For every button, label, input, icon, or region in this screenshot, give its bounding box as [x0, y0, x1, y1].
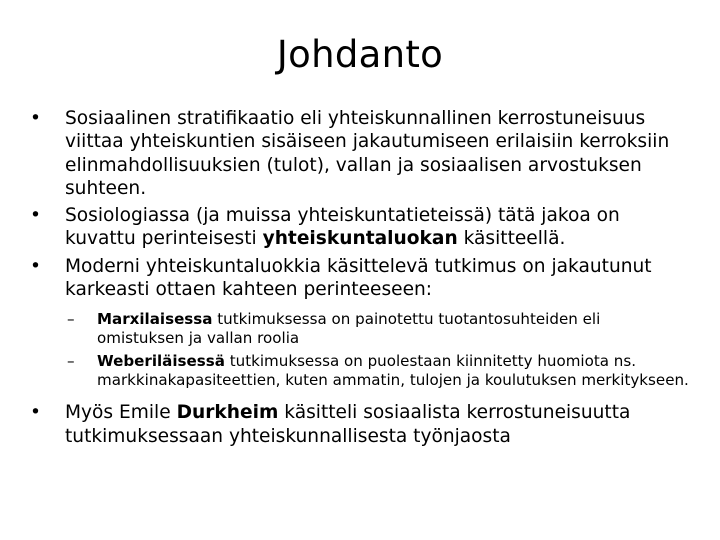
- bullet-text: Sosiologiassa (ja muissa yhteiskuntatieteissä) tätä jakoa on kuvattu perinteisesti: [65, 205, 620, 250]
- bullet-bold-term: Durkheim: [176, 402, 279, 424]
- bullet-text-end: käsitteellä.: [457, 228, 566, 250]
- sub-bullet-weberian: [67, 352, 690, 390]
- slide-title: Johdanto: [276, 33, 444, 76]
- dash-symbol: –: [67, 310, 75, 329]
- bullet-modern-research: [30, 255, 690, 302]
- bullet-text: Myös Emile: [65, 402, 177, 424]
- bullet-stratification: [30, 107, 690, 200]
- dash-symbol: –: [67, 352, 75, 371]
- sub-bullet-text: tutkimuksessa on painotettu tuotantosuhteiden eli omistuksen ja vallan roolia: [97, 310, 601, 348]
- sub-bullet-bold-term: Marxilaisessa: [97, 310, 213, 329]
- sub-bullet-text: tutkimuksessa on puolestaan kiinnitetty huomiota ns. markkinakapasiteettien, kuten ammatin, tulojen ja koulutuksen merkitykseen.: [97, 352, 689, 390]
- bullet-text: Sosiaalinen stratifikaatio eli yhteiskunnallinen kerrostuneisuus viittaa yhteiskuntien sisäiseen jakautumiseen erilaisiin kerroksiin elinmahdollisuuksien (tulot), vallan ja sosiaalisen arvostuksen suhteen.: [65, 108, 670, 199]
- bullet-bold-term: yhteiskuntaluokan: [262, 228, 458, 250]
- bullet-symbol: •: [30, 205, 41, 227]
- sub-bullet-list: [67, 310, 690, 390]
- bullet-durkheim: [30, 401, 690, 448]
- sub-bullet-marxist: [67, 310, 690, 348]
- bullet-text: Moderni yhteiskuntaluokkia käsittelevä tutkimus on jakautunut karkeasti ottaen kahteen perinteeseen:: [65, 255, 652, 301]
- sub-bullet-bold-term: Weberiläisessä: [97, 352, 225, 371]
- bullet-symbol: •: [30, 402, 41, 424]
- bullet-symbol: •: [30, 255, 41, 277]
- bullet-sociology: [30, 204, 690, 251]
- slide-content: [30, 107, 690, 448]
- bullet-symbol: •: [30, 108, 41, 129]
- bullet-text-end: käsitteli sosiaalista kerrostuneisuutta tutkimuksessaan yhteiskunnallisesta työnjaosta: [65, 402, 631, 447]
